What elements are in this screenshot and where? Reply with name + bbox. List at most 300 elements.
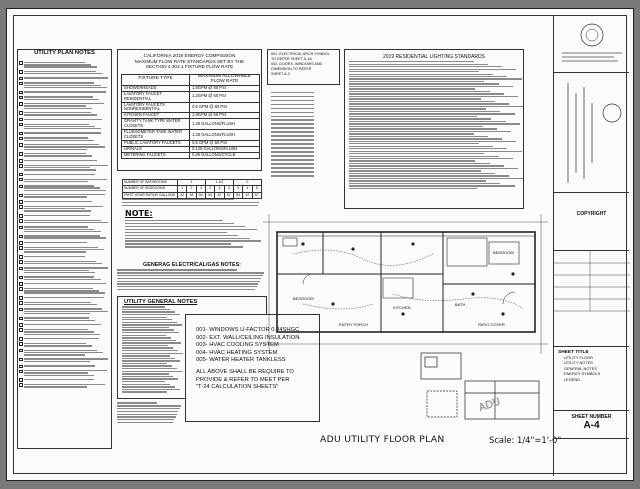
illegible-text-line xyxy=(24,272,95,273)
utility-note-item xyxy=(19,364,111,368)
checkbox-icon xyxy=(19,70,23,74)
illegible-text-line xyxy=(122,353,183,354)
illegible-text-line xyxy=(24,267,108,268)
checkbox-icon xyxy=(19,178,23,182)
top-note-line: 001- ELECTRICAL ARCH SYMBOL xyxy=(271,52,330,56)
fixture-type-cell: PUBLIC LAVATORY FAUCETS xyxy=(122,140,190,146)
illegible-text-line xyxy=(24,222,108,223)
illegible-text-line xyxy=(122,381,165,382)
illegible-text-line xyxy=(122,317,167,318)
illegible-text-line xyxy=(117,278,261,279)
legend-item: 004- HVAC HEATING SYSTEM xyxy=(196,349,278,356)
illegible-text-line xyxy=(24,62,85,63)
utility-note-item xyxy=(19,378,111,382)
utility-note-item xyxy=(19,214,111,218)
flow-rate-cell: 0.5 GPM @ 60 PSI xyxy=(190,140,260,146)
utility-note-item xyxy=(19,90,111,94)
checkbox-icon xyxy=(19,235,23,239)
illegible-text-line xyxy=(24,210,91,211)
illegible-text-line xyxy=(24,77,108,78)
copyright-label: COPYRIGHT xyxy=(576,211,607,217)
illegible-text-line xyxy=(349,136,488,137)
legend-item: 005- WATER HEATER TANKLESS xyxy=(196,357,286,364)
illegible-text-line xyxy=(122,205,258,206)
illegible-text-line xyxy=(24,276,94,277)
illegible-text-line xyxy=(271,171,314,172)
illegible-text-line xyxy=(122,347,173,348)
title-block xyxy=(553,15,629,476)
checkbox-icon xyxy=(19,267,23,271)
illegible-text-line xyxy=(122,332,179,333)
illegible-text-line xyxy=(24,379,94,380)
illegible-text-line xyxy=(122,199,234,200)
checkbox-icon xyxy=(19,365,23,369)
illegible-text-line xyxy=(125,243,231,244)
illegible-text-line xyxy=(24,237,106,238)
checkbox-icon xyxy=(19,123,23,127)
illegible-text-line xyxy=(349,163,490,164)
illegible-text-line xyxy=(349,126,483,127)
illegible-text-line xyxy=(349,69,516,70)
checkbox-icon xyxy=(19,96,23,100)
legend-footer: "T-24 CALCULATION SHEETS" xyxy=(196,384,279,391)
sizing-row-label: FIRST HOUR RATING GALLONS xyxy=(123,192,178,198)
illegible-text-line xyxy=(117,289,255,290)
illegible-text-line xyxy=(24,91,106,92)
illegible-text-line xyxy=(122,360,180,361)
project-info xyxy=(554,73,629,193)
illegible-text-line xyxy=(117,416,176,417)
illegible-text-line xyxy=(122,337,171,338)
illegible-text-line xyxy=(24,229,94,230)
illegible-text-line xyxy=(349,146,493,147)
utility-note-item xyxy=(19,342,111,347)
site-plan-drawing xyxy=(417,351,547,425)
utility-note-item xyxy=(19,246,111,254)
checkbox-icon xyxy=(19,200,23,204)
illegible-text-line xyxy=(24,386,87,387)
sheet-number: A-4 xyxy=(583,420,600,431)
illegible-text-line xyxy=(349,138,502,139)
illegible-text-line xyxy=(271,159,314,160)
illegible-text-line xyxy=(24,304,97,305)
illegible-text-line xyxy=(271,175,314,176)
checkbox-icon xyxy=(19,276,23,280)
illegible-text-line xyxy=(349,121,506,122)
illegible-text-line xyxy=(271,147,314,148)
illegible-text-line xyxy=(24,352,103,353)
illegible-text-line xyxy=(122,345,168,346)
illegible-text-line xyxy=(24,263,102,264)
illegible-text-line xyxy=(349,78,522,79)
illegible-text-line xyxy=(271,108,314,109)
illegible-text-line xyxy=(122,368,177,369)
checkbox-icon xyxy=(19,349,23,353)
illegible-text-line xyxy=(117,275,263,276)
note-section xyxy=(125,209,265,249)
flow-rate-cell: 0.5 GPM @ 60 PSI xyxy=(190,102,260,113)
top-note-line: TO REFER SHEET A-1A xyxy=(271,57,312,61)
illegible-text-line xyxy=(271,92,314,93)
flow-rate-cell: 1.2GPM @ 60 PSI xyxy=(190,91,260,102)
utility-plan-notes-title: UTILITY PLAN NOTES xyxy=(34,50,95,56)
illegible-text-line xyxy=(349,148,507,149)
illegible-text-line xyxy=(271,139,314,140)
room-label: KITCHEN xyxy=(393,305,411,310)
illegible-text-line xyxy=(349,153,484,154)
fixture-type-cell: URINALS xyxy=(122,146,190,152)
illegible-text-line xyxy=(24,247,98,248)
illegible-text-line xyxy=(24,201,92,202)
utility-note-item xyxy=(19,205,111,213)
fixture-type-cell: METERING FAUCETS xyxy=(122,152,190,158)
illegible-text-line xyxy=(24,85,101,86)
illegible-text-line xyxy=(271,119,314,120)
utility-note-item xyxy=(19,287,111,295)
illegible-text-line xyxy=(125,235,238,236)
legend-footer: PROVIDE & REFER TO MEET PER xyxy=(196,376,290,383)
sheet-title-item: UTILITY NOTES xyxy=(564,360,593,366)
illegible-text-line xyxy=(24,365,95,366)
room-label: BEDROOM xyxy=(293,296,314,301)
utility-note-item xyxy=(19,184,111,192)
illegible-text-line xyxy=(24,313,90,314)
illegible-text-line xyxy=(349,116,477,117)
illegible-text-line xyxy=(24,108,92,109)
illegible-text-line xyxy=(24,185,94,186)
illegible-text-line xyxy=(271,151,314,152)
illegible-text-line xyxy=(271,100,314,101)
illegible-text-line xyxy=(122,309,170,310)
illegible-text-line xyxy=(24,128,101,129)
illegible-text-line xyxy=(24,288,93,289)
checkbox-icon xyxy=(19,383,23,387)
note-heading: NOTE: xyxy=(125,209,153,218)
illegible-text-line xyxy=(271,116,314,117)
utility-note-item xyxy=(19,111,111,116)
illegible-text-line xyxy=(24,194,105,195)
checkbox-icon xyxy=(19,287,23,291)
utility-note-item xyxy=(19,70,111,75)
legend-item: 002- EXT. WALL/CEILING INSULATION xyxy=(196,334,300,341)
illegible-text-line xyxy=(122,319,172,320)
checkbox-icon xyxy=(19,241,23,245)
utility-note-item xyxy=(19,275,111,280)
illegible-text-line xyxy=(122,363,167,364)
illegible-text-line xyxy=(349,128,497,129)
legend-item: 003- HVAC COOLING SYSTEM xyxy=(196,342,279,349)
illegible-text-line xyxy=(349,83,499,84)
checkbox-icon xyxy=(19,296,23,300)
illegible-text-line xyxy=(349,123,520,124)
lighting-standards-title: 2019 RESIDENTIAL LIGHTING STANDARDS xyxy=(383,54,485,60)
lighting-standards-panel xyxy=(344,49,524,209)
energy-title-line-2: MAXIMUM FLOW RATE STANDARDS SET BY THE xyxy=(134,58,245,64)
illegible-text-line xyxy=(349,156,499,157)
illegible-text-line xyxy=(24,169,96,170)
illegible-text-line xyxy=(24,334,100,335)
fixture-type-cell: KITCHEN FAUCET xyxy=(122,113,190,119)
checkbox-icon xyxy=(19,137,23,141)
illegible-text-line xyxy=(24,137,88,138)
checkbox-icon xyxy=(19,118,23,122)
illegible-text-line xyxy=(24,105,86,106)
illegible-text-line xyxy=(24,206,103,207)
utility-note-item xyxy=(19,82,111,90)
checkbox-icon xyxy=(19,317,23,321)
illegible-text-line xyxy=(24,153,86,154)
illegible-text-line xyxy=(122,386,175,387)
utility-note-item xyxy=(19,383,111,388)
utility-note-item xyxy=(19,349,111,357)
illegible-text-line xyxy=(125,246,243,247)
illegible-text-line xyxy=(349,106,523,107)
illegible-text-line xyxy=(24,181,88,182)
illegible-text-line xyxy=(125,240,261,241)
checkbox-icon xyxy=(19,205,23,209)
illegible-text-line xyxy=(24,375,94,376)
checkbox-icon xyxy=(19,77,23,81)
utility-note-item xyxy=(19,193,111,198)
illegible-text-line xyxy=(349,133,474,134)
illegible-text-line xyxy=(24,384,105,385)
illegible-text-line xyxy=(24,235,100,236)
illegible-text-line xyxy=(349,108,486,109)
utility-note-item xyxy=(19,173,111,177)
illegible-text-line xyxy=(24,226,88,227)
illegible-text-line xyxy=(24,71,96,72)
illegible-text-line xyxy=(24,345,92,346)
checkbox-icon xyxy=(19,164,23,168)
illegible-text-line xyxy=(24,338,99,339)
checkbox-icon xyxy=(19,61,23,65)
legend-footer: ALL ABOVE SHALL BE REQUIRE TO xyxy=(196,368,294,375)
checkbox-icon xyxy=(19,143,23,147)
utility-note-item xyxy=(19,178,111,183)
fixture-type-cell: SHOWERHEADS xyxy=(122,85,190,91)
flow-rate-row xyxy=(122,130,260,141)
illegible-text-line xyxy=(122,342,181,343)
illegible-text-line xyxy=(122,311,175,312)
illegible-text-line xyxy=(349,88,475,89)
illegible-text-line xyxy=(349,113,515,114)
illegible-text-line xyxy=(24,126,95,127)
illegible-text-line xyxy=(349,143,479,144)
illegible-text-line xyxy=(349,183,500,184)
illegible-text-line xyxy=(24,66,97,67)
illegible-text-line xyxy=(24,290,99,291)
utility-note-item xyxy=(19,137,111,142)
utility-note-item xyxy=(19,308,111,316)
illegible-text-line xyxy=(271,131,314,132)
utility-general-notes-heading: UTILITY GENERAL NOTES xyxy=(124,299,198,305)
illegible-text-line xyxy=(349,185,515,186)
water-heater-sizing-table: NUMBER OF BATHROOMS 1 1 1/2 2 NUMBER OF BEDROOMS 1 2 3 2 3 4 3 4 5 FIRST HOUR RATING GALLONS 42 54 54 54 67 67 54 67 67 xyxy=(122,179,262,199)
illegible-text-line xyxy=(271,135,314,136)
illegible-text-line xyxy=(125,220,223,221)
checkbox-icon xyxy=(19,185,23,189)
illegible-text-line xyxy=(349,175,509,176)
utility-note-item xyxy=(19,234,111,239)
illegible-text-line xyxy=(122,329,174,330)
illegible-text-line xyxy=(349,81,484,82)
illegible-text-line xyxy=(122,373,169,374)
illegible-text-line xyxy=(349,173,495,174)
illegible-text-line xyxy=(122,306,165,307)
illegible-text-line xyxy=(122,358,175,359)
illegible-text-line xyxy=(24,302,91,303)
room-label: PATIO COVER xyxy=(478,322,505,327)
illegible-text-line xyxy=(271,96,314,97)
illegible-text-line xyxy=(349,165,504,166)
copyright-block xyxy=(554,193,629,251)
illegible-text-line xyxy=(122,384,170,385)
illegible-text-line xyxy=(24,329,88,330)
illegible-text-line xyxy=(24,160,97,161)
scale-label: Scale: 1/4"=1'-0" xyxy=(489,435,562,445)
utility-note-item xyxy=(19,301,111,306)
illegible-text-line xyxy=(24,149,87,150)
illegible-text-line xyxy=(24,140,94,141)
illegible-text-line xyxy=(271,104,314,105)
illegible-text-line xyxy=(271,143,314,144)
checkbox-icon xyxy=(19,301,23,305)
illegible-text-line xyxy=(349,178,523,179)
illegible-text-line xyxy=(349,74,493,75)
illegible-text-line xyxy=(349,103,509,104)
illegible-text-line xyxy=(24,372,88,373)
illegible-text-line xyxy=(117,283,258,284)
flow-rate-cell: 0.125 GALLONS/FLUSH xyxy=(190,146,260,152)
illegible-text-line xyxy=(122,391,167,392)
illegible-text-line xyxy=(24,187,100,188)
illegible-text-line xyxy=(122,355,170,356)
illegible-text-line xyxy=(122,376,173,377)
checkbox-icon xyxy=(19,82,23,86)
sheet-title-item: UTILITY FLOOR xyxy=(564,355,593,360)
illegible-text-line xyxy=(349,96,518,97)
illegible-text-line xyxy=(349,158,513,159)
utility-note-item xyxy=(19,282,111,286)
utility-note-item xyxy=(19,123,111,131)
illegible-text-line xyxy=(349,91,490,92)
illegible-text-line xyxy=(24,361,90,362)
illegible-text-line xyxy=(24,317,89,318)
illegible-text-line xyxy=(117,419,174,420)
illegible-text-line xyxy=(349,168,518,169)
illegible-text-line xyxy=(24,165,108,166)
utility-note-item xyxy=(19,77,111,81)
utility-note-item xyxy=(19,132,111,136)
illegible-text-line xyxy=(24,119,102,120)
illegible-text-line xyxy=(271,112,314,113)
illegible-text-line xyxy=(24,343,86,344)
illegible-text-line xyxy=(349,131,511,132)
sheet-title-item: GENERAL NOTES xyxy=(564,365,597,371)
illegible-text-line xyxy=(117,269,237,270)
utility-note-item xyxy=(19,358,111,363)
utility-note-item xyxy=(19,143,111,151)
checkbox-icon xyxy=(19,323,23,327)
room-label: ENTRY PORCH xyxy=(339,322,368,327)
utility-note-item xyxy=(19,200,111,204)
flow-rate-cell: 0.25 GALLONS/CYCLE xyxy=(190,152,260,158)
sheet-title-item: ENERGY SYMBOLS xyxy=(564,371,601,377)
illegible-text-line xyxy=(24,132,101,133)
illegible-text-line xyxy=(349,71,479,72)
illegible-text-line xyxy=(117,422,173,423)
general-electrical-notes xyxy=(117,262,267,292)
utility-note-item xyxy=(19,159,111,163)
utility-note-item xyxy=(19,225,111,233)
utility-note-item xyxy=(19,323,111,327)
checkbox-icon xyxy=(19,159,23,163)
illegible-text-line xyxy=(349,76,507,77)
illegible-text-line xyxy=(122,378,178,379)
sheet-title-item: LEGEND xyxy=(564,376,580,382)
flow-rate-row xyxy=(122,102,260,113)
illegible-text-line xyxy=(24,249,104,250)
drawing-sheet xyxy=(6,8,634,481)
fixture-type-cell: LAVATORY FAUCETS NONRESIDENTIAL xyxy=(122,102,190,113)
illegible-text-line xyxy=(117,281,260,282)
flow-rate-table xyxy=(121,74,260,159)
sheet-title-block xyxy=(554,347,629,411)
sheet-number-block xyxy=(554,411,629,439)
illegible-text-line xyxy=(24,370,107,371)
flow-rate-row xyxy=(122,91,260,102)
sheet-number-label: SHEET NUMBER xyxy=(571,414,612,420)
illegible-text-line xyxy=(117,408,180,409)
illegible-text-line xyxy=(122,314,180,315)
illegible-text-line xyxy=(349,188,477,189)
flow-rate-cell: 1.8GPM @ 80 PSI xyxy=(190,85,260,91)
illegible-text-line xyxy=(24,99,99,100)
illegible-text-line xyxy=(117,402,157,403)
illegible-text-line xyxy=(24,270,89,271)
sheet-title-heading: SHEET TITLE xyxy=(558,350,589,355)
utility-note-item xyxy=(19,61,111,69)
flow-rate-col-fixture: FIXTURE TYPE xyxy=(122,75,190,86)
illegible-text-line xyxy=(24,179,107,180)
checkbox-icon xyxy=(19,226,23,230)
illegible-text-line xyxy=(117,414,177,415)
general-electrical-text xyxy=(117,269,267,290)
illegible-text-line xyxy=(24,242,87,243)
room-label: BATH xyxy=(455,302,466,307)
illegible-text-line xyxy=(24,196,87,197)
utility-note-item xyxy=(19,260,111,265)
utility-note-item xyxy=(19,164,111,172)
illegible-text-line xyxy=(24,73,102,74)
illegible-text-line xyxy=(24,297,104,298)
sizing-row-label: NUMBER OF BEDROOMS xyxy=(123,186,178,192)
illegible-text-line xyxy=(24,87,107,88)
illegible-text-line xyxy=(125,238,250,239)
illegible-text-line xyxy=(24,96,93,97)
utility-note-item xyxy=(19,369,111,377)
utility-note-item xyxy=(19,266,111,274)
checkbox-icon xyxy=(19,378,23,382)
illegible-text-line xyxy=(271,127,314,128)
checkbox-icon xyxy=(19,358,23,362)
fixture-type-cell: FLUSHOMETER TANK WATER CLOSETS xyxy=(122,130,190,141)
checkbox-icon xyxy=(19,219,23,223)
revision-block xyxy=(554,251,629,347)
checkbox-icon xyxy=(19,255,23,259)
illegible-text-line xyxy=(24,283,106,284)
illegible-text-line xyxy=(24,251,86,252)
